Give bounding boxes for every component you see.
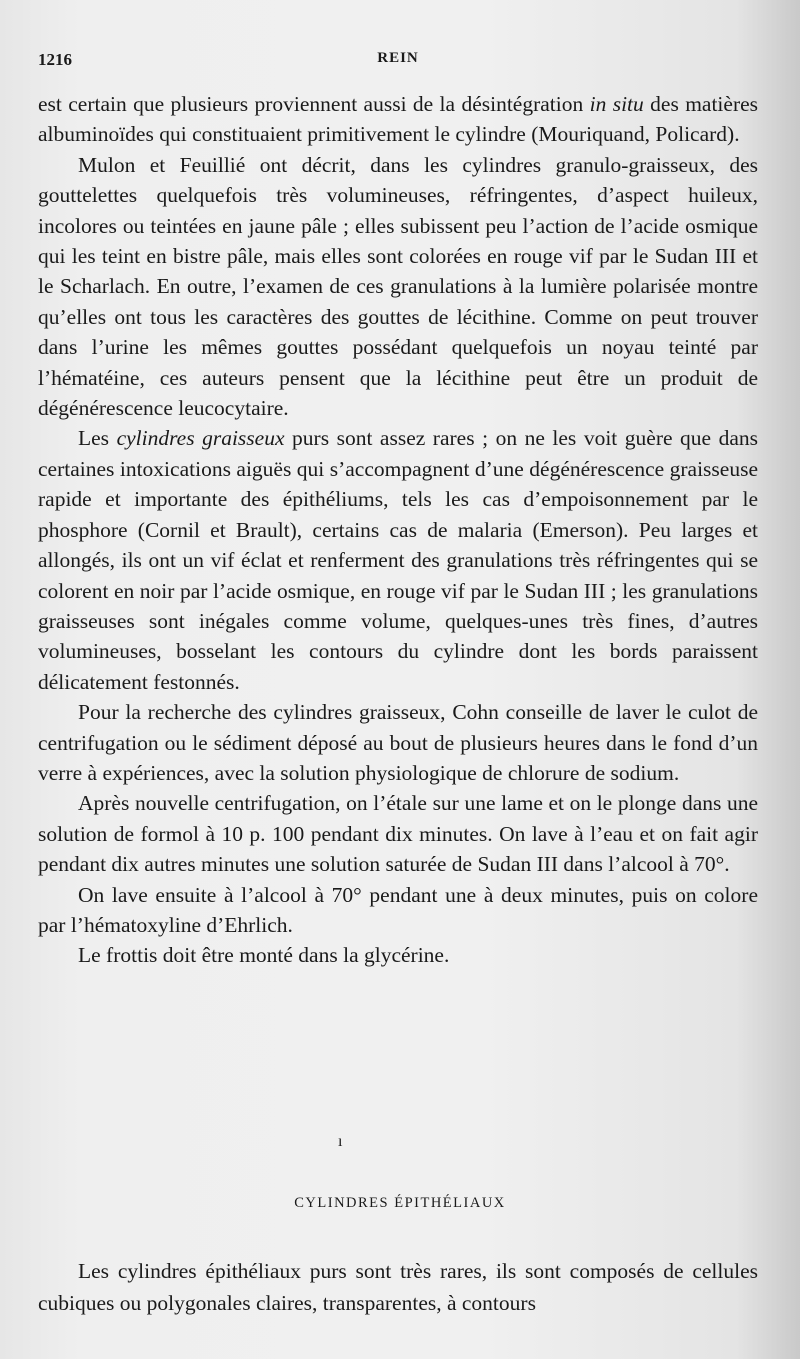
running-title: REIN: [377, 50, 419, 66]
italic-in: in: [589, 92, 607, 116]
paragraph-3: Les cylindres graisseux purs sont assez rares ; on ne les voit guère que dans certaines intoxications aiguës qui s’accompagnent d’une dégénérescence graisseuse rapide et importante des épithéliums, tels les cas d’empoisonnement par le phosphore (Cornil et Brault), certains cas de malaria (Emerson). Peu larges et allongés, ils ont un vif éclat et renferment des granulations très réfringentes qui se colorent en noir par l’acide osmique, en rouge vif par le Sudan III ; les granulations graisseuses sont inégales comme volume, quelques-unes très fines, d’autres volumineuses, bosselant les contours du cylindre dont les bords paraissent délicatement festonnés.: [38, 426, 759, 694]
paragraph-6: On lave ensuite à l’alcool à 70° pendant une à deux minutes, puis on colore par l’hématoxyline d’Ehrlich.: [38, 882, 758, 937]
page-header: [38, 50, 758, 74]
paragraph-1: est certain que plusieurs proviennent aussi de la désintégration in situ des matières albuminoïdes qui constituaient primitivement le cylindre (Mouriquand, Policard).: [38, 92, 759, 147]
main-text: [38, 89, 758, 971]
section-text: [38, 1255, 758, 1319]
page-number: 1216: [38, 50, 72, 69]
paragraph-2: Mulon et Feuillié ont décrit, dans les cylindres granulo-graisseux, des gouttelettes quelquefois très volumineuses, réfringentes, d’aspect huileux, incolores ou teintées en jaune pâle ; elles subissent peu l’action de l’acide osmique qui les teint en bistre pâle, mais elles sont colorées en rouge vif par le Sudan III et le Scharlach. En outre, l’examen de ces granulations à la lumière polarisée montre qu’elles ont tous les caractères des gouttes de lécithine. Comme on peut trouver dans l’urine les mêmes gouttes possédant quelquefois un noyau teinté par l’hématéine, ces auteurs pensent que la lécithine peut être un produit de dégénérescence leucocytaire.: [38, 152, 758, 421]
paragraph-4: Pour la recherche des cylindres graisseux, Cohn conseille de laver le culot de centrifugation ou le sédiment déposé au bout de plusieurs heures dans le fond d’un verre à expériences, avec la solution physiologique de chlorure de sodium.: [38, 700, 758, 785]
section-heading: CYLINDRES ÉPITHÉLIAUX: [294, 1195, 506, 1211]
paragraph-3-rest: purs sont assez rares ; on ne les voit guère que dans certaines intoxications aiguës qui s’accompagnent d’une dégénérescence graisseuse rapide et importante des épithéliums, tels les cas d’empoisonnement par le phosphore (Cornil et Brault), certains cas de malaria (Emerson). Peu larges et allongés, ils ont un vif éclat et renferment des granulations très réfringentes qui se colorent en noir par l’acide osmique, en rouge vif par le Sudan III ; les granulations graisseuses sont inégales comme volume, quelques-unes très fines, d’autres volumineuses, bosselant les contours du cylindre dont les bords paraissent délicatement festonnés.: [38, 426, 759, 694]
italic-situ: situ: [612, 92, 644, 116]
stray-ink-mark: ı: [338, 1133, 343, 1150]
italic-cylindres-graisseux: cylindres graisseux: [116, 426, 285, 451]
section-paragraph-1: Les cylindres épithéliaux purs sont très rares, ils sont composés de cellules cubiques ou polygonales claires, transparentes, à contours: [38, 1259, 758, 1315]
paragraph-1-rest: des matières albuminoïdes qui constituaient primitivement le cylindre (Mouriquand, Policard).: [38, 92, 759, 147]
paragraph-7: Le frottis doit être monté dans la glycérine.: [78, 943, 450, 968]
paragraph-5: Après nouvelle centrifugation, on l’étale sur une lame et on le plonge dans une solution de formol à 10 p. 100 pendant dix minutes. On lave à l’eau et on fait agir pendant dix autres minutes une solution saturée de Sudan III dans l’alcool à 70°.: [38, 791, 758, 877]
